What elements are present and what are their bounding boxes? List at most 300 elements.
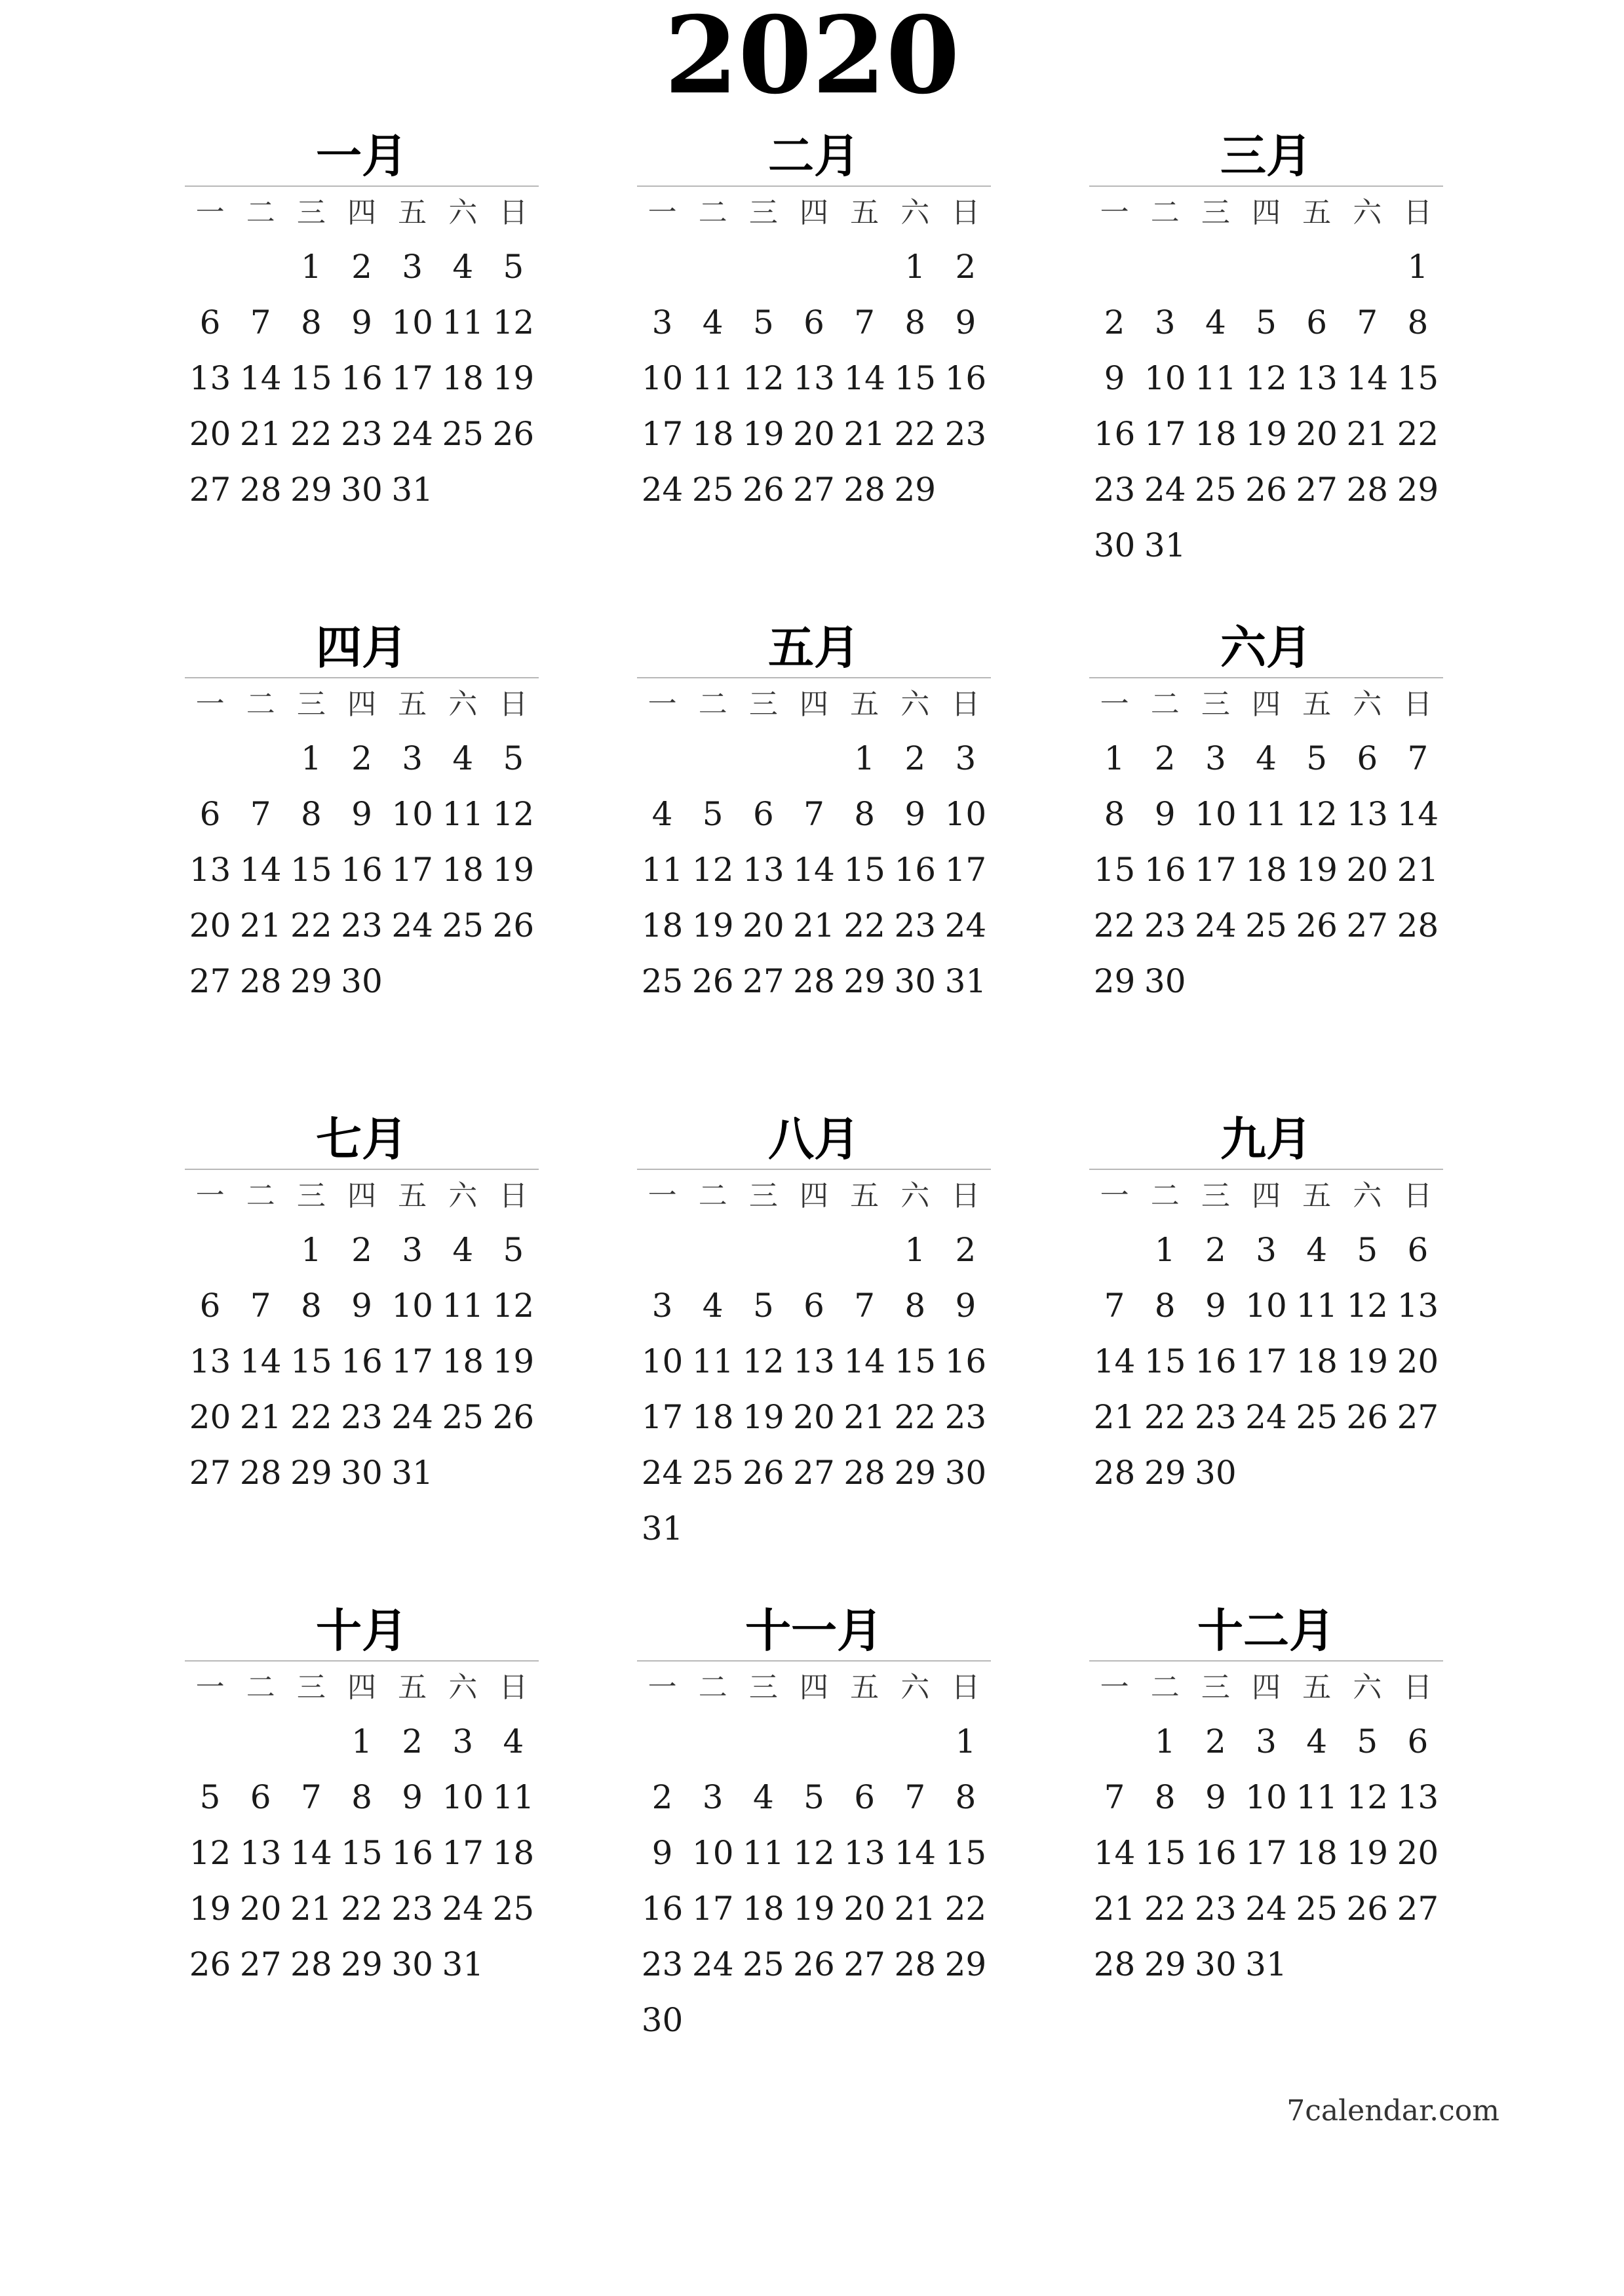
day-cell: 1 xyxy=(1407,248,1429,286)
week-row xyxy=(637,1993,991,2048)
day-cell: 25 xyxy=(1195,471,1237,509)
week-row xyxy=(185,1390,539,1445)
day-cell: 10 xyxy=(1245,1287,1287,1325)
day-cell: 9 xyxy=(351,795,372,833)
day-cell: 6 xyxy=(250,1778,271,1816)
day-cell: 2 xyxy=(1205,1231,1226,1269)
year-title: 2020 xyxy=(664,0,960,118)
day-cell: 12 xyxy=(492,303,535,341)
weekday-label: 三 xyxy=(1201,196,1230,229)
day-cell: 1 xyxy=(904,248,926,286)
day-cell: 16 xyxy=(1195,1834,1237,1872)
weekday-header xyxy=(637,1662,991,1714)
week-row xyxy=(185,1770,539,1825)
day-cell xyxy=(687,731,738,787)
day-cell: 30 xyxy=(1195,1454,1237,1492)
month-block xyxy=(637,619,991,1009)
day-cell: 11 xyxy=(1296,1287,1338,1325)
day-cell: 3 xyxy=(452,1722,474,1761)
day-cell: 2 xyxy=(1104,303,1125,341)
day-cell: 24 xyxy=(391,415,433,453)
day-cell: 27 xyxy=(793,1454,835,1492)
week-row xyxy=(1089,1770,1443,1825)
day-cell: 7 xyxy=(250,303,271,341)
day-cell: 18 xyxy=(442,851,484,889)
weekday-header xyxy=(1089,1170,1443,1222)
day-cell: 24 xyxy=(1245,1398,1287,1436)
day-cell xyxy=(687,1993,738,2048)
day-cell: 28 xyxy=(239,962,282,1000)
day-cell: 14 xyxy=(1397,795,1439,833)
day-cell: 23 xyxy=(1144,906,1186,944)
day-cell: 8 xyxy=(955,1778,976,1816)
month-name: 九月 xyxy=(1220,1112,1312,1166)
day-cell xyxy=(1393,954,1443,1009)
day-cell: 19 xyxy=(189,1890,231,1928)
day-cell xyxy=(840,1993,890,2048)
day-cell: 3 xyxy=(402,248,423,286)
day-cell xyxy=(788,1222,839,1278)
day-cell: 15 xyxy=(1144,1342,1186,1380)
day-cell: 19 xyxy=(1245,415,1287,453)
week-row xyxy=(1089,351,1443,406)
day-cell: 31 xyxy=(391,471,433,509)
day-cell: 11 xyxy=(1296,1778,1338,1816)
day-cell: 27 xyxy=(239,1945,282,1983)
day-cell: 10 xyxy=(391,303,433,341)
day-cell: 8 xyxy=(1154,1778,1176,1816)
day-cell: 23 xyxy=(1093,471,1136,509)
week-row xyxy=(185,1278,539,1334)
day-cell: 5 xyxy=(702,795,724,833)
day-cell: 15 xyxy=(1144,1834,1186,1872)
day-cell: 20 xyxy=(1296,415,1338,453)
weekday-header xyxy=(637,678,991,731)
day-cell: 12 xyxy=(743,1342,784,1380)
day-cell: 31 xyxy=(1245,1945,1287,1983)
week-row xyxy=(1089,239,1443,295)
day-cell xyxy=(890,1993,940,2048)
day-cell: 22 xyxy=(1144,1398,1186,1436)
day-cell: 21 xyxy=(290,1890,332,1928)
weekday-label: 日 xyxy=(951,1671,980,1704)
day-cell: 30 xyxy=(1195,1945,1237,1983)
day-cell: 29 xyxy=(1144,1454,1186,1492)
week-row xyxy=(637,1501,991,1557)
weekday-label: 一 xyxy=(648,688,677,721)
day-cell xyxy=(890,1501,940,1557)
day-cell: 26 xyxy=(492,906,535,944)
day-cell: 10 xyxy=(641,1342,684,1380)
weekday-label: 二 xyxy=(246,196,275,229)
day-cell: 9 xyxy=(1104,359,1125,397)
weekday-label: 三 xyxy=(1201,688,1230,721)
day-cell: 14 xyxy=(239,851,282,889)
day-cell xyxy=(1342,1937,1393,1993)
day-cell xyxy=(1241,518,1291,574)
day-cell: 18 xyxy=(492,1834,535,1872)
weekday-label: 一 xyxy=(648,196,677,229)
day-cell: 29 xyxy=(341,1945,383,1983)
weekday-label: 四 xyxy=(1251,196,1281,229)
day-cell: 6 xyxy=(1306,303,1328,341)
day-cell xyxy=(185,1222,235,1278)
month-block xyxy=(185,1603,539,1993)
week-row xyxy=(637,1770,991,1825)
weekday-label: 六 xyxy=(448,1179,478,1213)
month-name: 七月 xyxy=(316,1112,408,1166)
week-row xyxy=(637,1825,991,1881)
day-cell: 10 xyxy=(391,1287,433,1325)
day-cell: 3 xyxy=(402,1231,423,1269)
day-cell: 10 xyxy=(691,1834,734,1872)
day-cell: 23 xyxy=(341,415,383,453)
day-cell: 11 xyxy=(641,851,684,889)
day-cell: 7 xyxy=(854,303,876,341)
weekday-label: 三 xyxy=(748,688,778,721)
week-row xyxy=(637,842,991,898)
weekday-label: 六 xyxy=(448,688,478,721)
day-cell: 30 xyxy=(341,471,383,509)
weekday-header xyxy=(1089,678,1443,731)
day-cell: 5 xyxy=(1306,739,1328,777)
day-cell: 14 xyxy=(290,1834,332,1872)
day-cell: 14 xyxy=(1093,1834,1136,1872)
day-cell: 20 xyxy=(189,906,231,944)
day-cell xyxy=(235,731,286,787)
day-cell xyxy=(488,1445,539,1501)
day-cell: 17 xyxy=(1245,1834,1287,1872)
day-cell: 5 xyxy=(1256,303,1277,341)
day-cell: 25 xyxy=(691,1454,734,1492)
day-cell xyxy=(1089,1222,1140,1278)
day-cell: 24 xyxy=(691,1945,734,1983)
day-cell: 14 xyxy=(793,851,835,889)
day-cell: 30 xyxy=(944,1454,987,1492)
day-cell xyxy=(1393,518,1443,574)
day-cell: 4 xyxy=(452,248,474,286)
day-cell: 7 xyxy=(904,1778,926,1816)
day-cell: 16 xyxy=(944,1342,987,1380)
day-cell: 21 xyxy=(1093,1890,1136,1928)
weekday-label: 四 xyxy=(347,1179,376,1213)
week-row xyxy=(185,1825,539,1881)
weekday-label: 日 xyxy=(1403,688,1433,721)
day-cell: 21 xyxy=(793,906,835,944)
weekday-label: 三 xyxy=(296,688,326,721)
day-cell: 22 xyxy=(843,906,885,944)
weekday-label: 一 xyxy=(195,196,225,229)
weekday-label: 四 xyxy=(799,1671,828,1704)
week-row xyxy=(185,239,539,295)
day-cell: 25 xyxy=(691,471,734,509)
day-cell: 3 xyxy=(402,739,423,777)
day-cell: 29 xyxy=(843,962,885,1000)
day-cell: 8 xyxy=(300,1287,322,1325)
day-cell xyxy=(940,462,991,518)
day-cell: 16 xyxy=(1195,1342,1237,1380)
day-cell: 2 xyxy=(351,739,372,777)
day-cell: 31 xyxy=(1144,526,1186,564)
month-name: 二月 xyxy=(768,129,860,183)
day-cell: 1 xyxy=(1104,739,1125,777)
weekday-label: 五 xyxy=(850,196,880,229)
day-cell: 24 xyxy=(944,906,987,944)
day-cell: 15 xyxy=(894,359,937,397)
day-cell: 25 xyxy=(743,1945,784,1983)
day-cell: 20 xyxy=(189,1398,231,1436)
day-cell: 4 xyxy=(1306,1231,1328,1269)
week-row xyxy=(185,1445,539,1501)
weekday-label: 五 xyxy=(1302,688,1332,721)
day-cell xyxy=(788,1714,839,1770)
day-cell xyxy=(738,1993,788,2048)
week-row xyxy=(185,406,539,462)
weekday-label: 五 xyxy=(850,1671,880,1704)
day-cell: 2 xyxy=(651,1778,673,1816)
week-row xyxy=(185,1881,539,1937)
weekday-label: 一 xyxy=(195,1671,225,1704)
day-cell xyxy=(637,731,687,787)
day-cell: 3 xyxy=(1154,303,1176,341)
weekday-label: 二 xyxy=(1150,1179,1180,1213)
day-cell xyxy=(840,1714,890,1770)
day-cell: 25 xyxy=(492,1890,535,1928)
week-row xyxy=(1089,1445,1443,1501)
day-cell: 4 xyxy=(452,739,474,777)
day-cell: 7 xyxy=(1104,1287,1125,1325)
day-cell: 9 xyxy=(651,1834,673,1872)
week-row xyxy=(637,1714,991,1770)
day-cell: 17 xyxy=(391,851,433,889)
day-cell: 29 xyxy=(944,1945,987,1983)
day-cell: 23 xyxy=(944,1398,987,1436)
day-cell: 11 xyxy=(442,303,484,341)
day-cell xyxy=(637,239,687,295)
day-cell: 17 xyxy=(391,1342,433,1380)
week-row xyxy=(637,731,991,787)
day-cell: 17 xyxy=(944,851,987,889)
week-row xyxy=(185,898,539,954)
day-cell: 28 xyxy=(239,471,282,509)
weekday-label: 五 xyxy=(398,1179,427,1213)
day-cell: 24 xyxy=(1195,906,1237,944)
day-cell: 27 xyxy=(743,962,784,1000)
day-cell: 13 xyxy=(189,851,231,889)
weekday-label: 六 xyxy=(1353,196,1382,229)
day-cell: 27 xyxy=(1346,906,1389,944)
day-cell: 24 xyxy=(641,1454,684,1492)
weekday-label: 日 xyxy=(499,1671,528,1704)
day-cell xyxy=(488,954,539,1009)
day-cell: 4 xyxy=(503,1722,524,1761)
day-cell: 28 xyxy=(290,1945,332,1983)
day-cell: 19 xyxy=(492,1342,535,1380)
day-cell: 13 xyxy=(1296,359,1338,397)
weekday-label: 五 xyxy=(398,196,427,229)
day-cell: 13 xyxy=(1346,795,1389,833)
day-cell: 3 xyxy=(1205,739,1226,777)
day-cell: 25 xyxy=(442,906,484,944)
weekday-label: 二 xyxy=(246,688,275,721)
day-cell: 9 xyxy=(1154,795,1176,833)
day-cell xyxy=(1241,1445,1291,1501)
day-cell: 3 xyxy=(702,1778,724,1816)
day-cell xyxy=(738,1714,788,1770)
weekday-label: 五 xyxy=(1302,1179,1332,1213)
week-row xyxy=(1089,1334,1443,1390)
day-cell: 22 xyxy=(1093,906,1136,944)
weekday-label: 一 xyxy=(1100,196,1129,229)
day-cell: 2 xyxy=(1154,739,1176,777)
day-cell: 1 xyxy=(300,739,322,777)
weekday-label: 日 xyxy=(499,196,528,229)
day-cell: 8 xyxy=(1104,795,1125,833)
day-cell: 6 xyxy=(1357,739,1378,777)
week-row xyxy=(637,295,991,351)
day-cell: 1 xyxy=(854,739,876,777)
day-cell: 29 xyxy=(1397,471,1439,509)
day-cell: 17 xyxy=(691,1890,734,1928)
weekday-header xyxy=(1089,187,1443,239)
day-cell: 3 xyxy=(651,303,673,341)
day-cell: 14 xyxy=(239,1342,282,1380)
day-cell: 20 xyxy=(1346,851,1389,889)
day-cell xyxy=(738,731,788,787)
day-cell: 23 xyxy=(1195,1890,1237,1928)
day-cell: 26 xyxy=(1245,471,1287,509)
weekday-label: 三 xyxy=(296,196,326,229)
day-cell: 12 xyxy=(691,851,734,889)
weekday-label: 日 xyxy=(1403,196,1433,229)
day-cell: 21 xyxy=(1346,415,1389,453)
week-row xyxy=(637,1278,991,1334)
day-cell: 21 xyxy=(1093,1398,1136,1436)
day-cell: 10 xyxy=(1144,359,1186,397)
day-cell xyxy=(738,1501,788,1557)
day-cell xyxy=(1342,518,1393,574)
day-cell: 8 xyxy=(1154,1287,1176,1325)
week-row xyxy=(1089,518,1443,574)
month-name: 十月 xyxy=(316,1604,408,1658)
month-block xyxy=(637,1603,991,2048)
weekday-label: 六 xyxy=(1353,1179,1382,1213)
week-row xyxy=(185,462,539,518)
day-cell: 9 xyxy=(351,303,372,341)
day-cell xyxy=(788,1993,839,2048)
weekday-label: 二 xyxy=(246,1179,275,1213)
day-cell: 3 xyxy=(1256,1231,1277,1269)
day-cell: 9 xyxy=(955,1287,976,1325)
day-cell: 4 xyxy=(752,1778,774,1816)
day-cell: 17 xyxy=(1245,1342,1287,1380)
week-row xyxy=(637,1881,991,1937)
day-cell: 23 xyxy=(341,1398,383,1436)
day-cell: 11 xyxy=(743,1834,784,1872)
weekday-label: 四 xyxy=(799,196,828,229)
day-cell xyxy=(637,1714,687,1770)
day-cell: 15 xyxy=(1093,851,1136,889)
week-row xyxy=(1089,406,1443,462)
day-cell: 1 xyxy=(300,248,322,286)
day-cell: 4 xyxy=(702,1287,724,1325)
month-name: 十二月 xyxy=(1197,1604,1335,1658)
day-cell xyxy=(235,1714,286,1770)
weekday-label: 四 xyxy=(347,688,376,721)
day-cell: 29 xyxy=(894,471,937,509)
day-cell: 2 xyxy=(351,248,372,286)
month-block xyxy=(185,1111,539,1501)
day-cell: 15 xyxy=(290,1342,332,1380)
day-cell: 22 xyxy=(341,1890,383,1928)
day-cell: 26 xyxy=(1346,1398,1389,1436)
week-row xyxy=(185,351,539,406)
day-cell: 25 xyxy=(1296,1398,1338,1436)
weekday-label: 二 xyxy=(1150,196,1180,229)
day-cell xyxy=(687,1501,738,1557)
day-cell: 10 xyxy=(442,1778,484,1816)
day-cell: 5 xyxy=(1357,1722,1378,1761)
weekday-label: 二 xyxy=(698,1671,727,1704)
weekday-label: 五 xyxy=(398,688,427,721)
day-cell xyxy=(788,239,839,295)
week-row xyxy=(637,954,991,1009)
day-cell: 29 xyxy=(290,1454,332,1492)
day-cell: 31 xyxy=(944,962,987,1000)
site-credit: 7calendar.com xyxy=(1286,2094,1499,2128)
day-cell: 16 xyxy=(641,1890,684,1928)
day-cell: 12 xyxy=(1346,1287,1389,1325)
day-cell: 5 xyxy=(752,1287,774,1325)
day-cell: 19 xyxy=(691,906,734,944)
day-cell: 17 xyxy=(641,415,684,453)
day-cell: 18 xyxy=(743,1890,784,1928)
day-cell: 13 xyxy=(743,851,784,889)
weekday-label: 日 xyxy=(499,1179,528,1213)
day-cell: 7 xyxy=(1357,303,1378,341)
month-name: 四月 xyxy=(316,621,408,674)
day-cell: 26 xyxy=(1346,1890,1389,1928)
day-cell: 3 xyxy=(1256,1722,1277,1761)
week-row xyxy=(637,462,991,518)
day-cell: 24 xyxy=(442,1890,484,1928)
day-cell: 28 xyxy=(1093,1945,1136,1983)
weekday-label: 三 xyxy=(1201,1671,1230,1704)
weekday-header xyxy=(637,1170,991,1222)
day-cell: 14 xyxy=(239,359,282,397)
weekday-label: 二 xyxy=(246,1671,275,1704)
weekday-label: 三 xyxy=(748,1671,778,1704)
day-cell: 9 xyxy=(955,303,976,341)
day-cell: 26 xyxy=(743,471,784,509)
day-cell: 6 xyxy=(1407,1722,1429,1761)
month-name: 六月 xyxy=(1220,621,1312,674)
day-cell: 26 xyxy=(793,1945,835,1983)
weekday-label: 一 xyxy=(195,1179,225,1213)
weekday-header xyxy=(185,1170,539,1222)
weekday-label: 二 xyxy=(698,196,727,229)
day-cell xyxy=(687,1714,738,1770)
day-cell xyxy=(788,1501,839,1557)
weekday-label: 二 xyxy=(1150,1671,1180,1704)
day-cell: 1 xyxy=(1154,1231,1176,1269)
day-cell: 14 xyxy=(1093,1342,1136,1380)
day-cell: 12 xyxy=(743,359,784,397)
day-cell xyxy=(1292,518,1342,574)
day-cell: 14 xyxy=(843,1342,885,1380)
day-cell: 7 xyxy=(250,795,271,833)
day-cell xyxy=(488,462,539,518)
